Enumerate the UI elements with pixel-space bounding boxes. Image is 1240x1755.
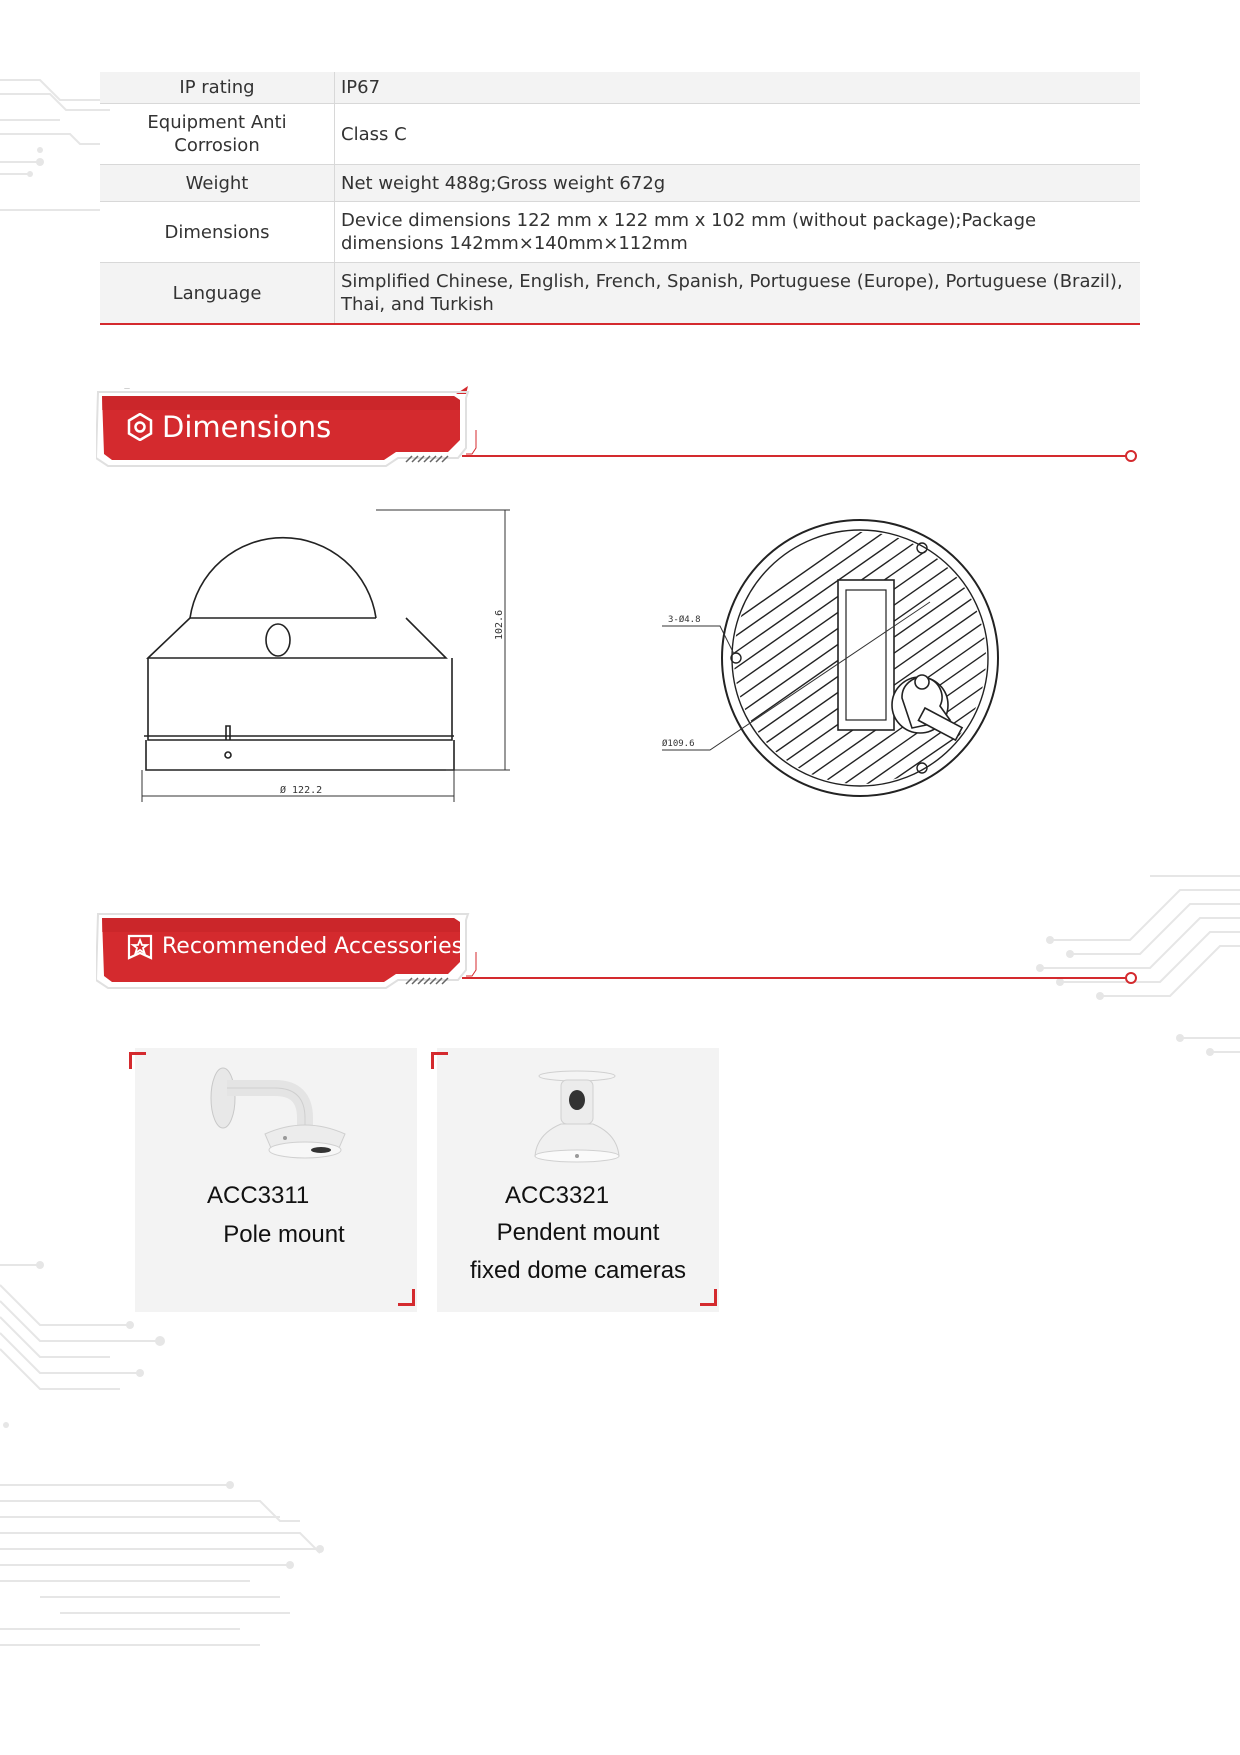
target-icon [126,413,154,441]
table-row [100,104,1140,165]
table-row [100,72,1140,104]
spec-label: IP rating [100,72,335,104]
accessory-card [437,1048,719,1312]
spec-table [100,72,1140,325]
accessory-description: fixed dome cameras [469,1257,687,1284]
spec-label: Equipment Anti Corrosion [100,104,335,165]
table-row [100,202,1140,263]
diameter-dimension-label: Ø 122.2 [280,785,323,796]
table-row [100,165,1140,202]
spec-label: Dimensions [100,202,335,263]
pole-mount-icon [135,1064,417,1170]
spec-label: Weight [100,165,335,202]
spec-value: Device dimensions 122 mm x 122 mm x 102 mm (without package);Package dimensions 142mm×140mm×112mm [335,202,1141,263]
section-title: Recommended Accessories [162,934,464,959]
section-header-dimensions [96,386,1142,476]
side-view-drawing [130,500,530,810]
section-header-accessories [96,908,1142,998]
corner-bracket [700,1289,717,1306]
circuit-decoration-bottom-left [0,1255,360,1675]
height-dimension-label: 102.6 [494,609,505,640]
pendant-mount-icon [437,1064,719,1170]
table-row [100,263,1140,325]
spec-value: Net weight 488g;Gross weight 672g [335,165,1141,202]
bottom-view-drawing [650,510,1030,810]
spec-value: Class C [335,104,1141,165]
section-title: Dimensions [162,410,332,444]
accessory-model: ACC3311 [207,1182,310,1209]
corner-bracket [398,1289,415,1306]
spec-label: Language [100,263,335,325]
circuit-decoration-top-left [0,70,110,230]
accessory-description: Pole mount [223,1221,345,1248]
accessory-card [135,1048,417,1312]
base-diameter-label: Ø109.6 [662,739,695,749]
star-badge-icon [126,933,154,961]
mounting-holes-label: 3-Ø4.8 [668,615,701,625]
svg-text:—: — [124,386,130,392]
spec-value: Simplified Chinese, English, French, Spanish, Portuguese (Europe), Portuguese (Brazil), Thai, and Turkish [335,263,1141,325]
accessory-model: ACC3321 [505,1182,610,1209]
accessory-description: Pendent mount [496,1219,660,1246]
spec-value: IP67 [335,72,1141,104]
